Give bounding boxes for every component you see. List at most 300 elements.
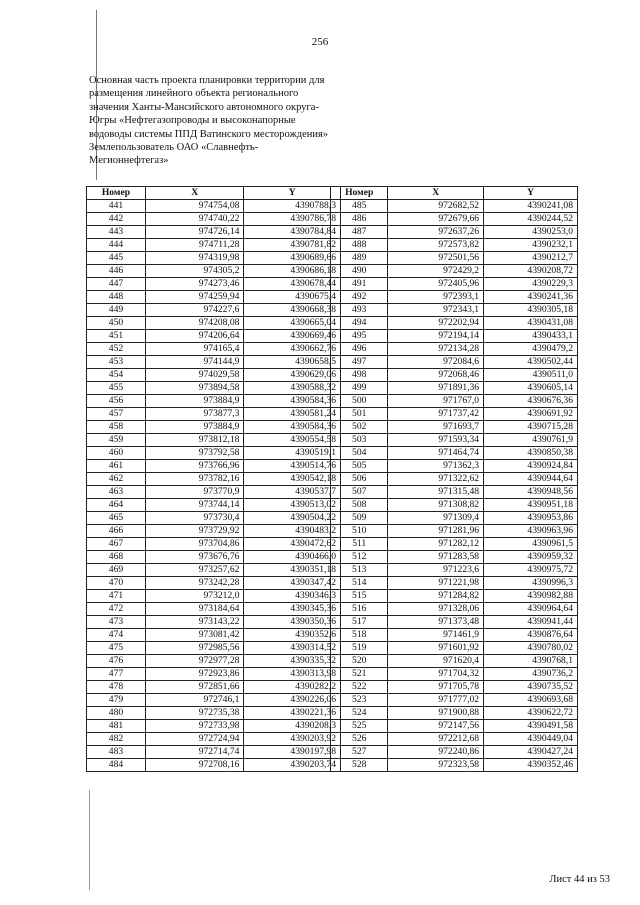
cell-number: 478 (87, 681, 146, 694)
table-row (87, 538, 341, 551)
table-row (331, 551, 578, 564)
cell-y: 4390629,06 (244, 369, 341, 382)
cell-x: 973729,92 (145, 525, 244, 538)
cell-number: 456 (87, 395, 146, 408)
cell-x: 971283,58 (388, 551, 484, 564)
table-row (87, 629, 341, 642)
table-row (87, 200, 341, 213)
cell-number: 447 (87, 278, 146, 291)
cell-number: 484 (87, 759, 146, 772)
table-row (331, 460, 578, 473)
cell-x: 971308,82 (388, 499, 484, 512)
cell-number: 472 (87, 603, 146, 616)
table-row (87, 252, 341, 265)
cell-x: 971282,12 (388, 538, 484, 551)
table-header-row (87, 187, 341, 200)
cell-y: 4390244,52 (484, 213, 578, 226)
table-row (331, 616, 578, 629)
table-row (331, 265, 578, 278)
cell-y: 4390676,36 (484, 395, 578, 408)
sheet-footer: Лист 44 из 53 (549, 874, 610, 885)
cell-number: 505 (331, 460, 388, 473)
cell-y: 4390221,36 (244, 707, 341, 720)
cell-number: 523 (331, 694, 388, 707)
cell-number: 516 (331, 603, 388, 616)
cell-number: 526 (331, 733, 388, 746)
cell-x: 972682,52 (388, 200, 484, 213)
cell-x: 972637,26 (388, 226, 484, 239)
cell-number: 462 (87, 473, 146, 486)
cell-x: 973884,9 (145, 395, 244, 408)
cell-number: 509 (331, 512, 388, 525)
cell-x: 974740,22 (145, 213, 244, 226)
table-row (87, 486, 341, 499)
cell-x: 972679,66 (388, 213, 484, 226)
table-row (331, 681, 578, 694)
table-row (87, 317, 341, 330)
cell-x: 972147,56 (388, 720, 484, 733)
cell-number: 459 (87, 434, 146, 447)
cell-number: 510 (331, 525, 388, 538)
cell-x: 973081,42 (145, 629, 244, 642)
cell-number: 452 (87, 343, 146, 356)
cell-x: 971693,7 (388, 421, 484, 434)
cell-y: 4390514,76 (244, 460, 341, 473)
cell-number: 467 (87, 538, 146, 551)
heading-line: Югры «Нефтегазопроводы и высоконапорные (89, 115, 296, 127)
cell-x: 971704,32 (388, 668, 484, 681)
table-row (331, 538, 578, 551)
table-row (331, 200, 578, 213)
cell-y: 4390669,46 (244, 330, 341, 343)
cell-number: 491 (331, 278, 388, 291)
cell-number: 513 (331, 564, 388, 577)
cell-number: 453 (87, 356, 146, 369)
document-heading (89, 74, 359, 168)
cell-x: 973730,4 (145, 512, 244, 525)
cell-y: 4390715,28 (484, 421, 578, 434)
table-row (331, 590, 578, 603)
cell-number: 483 (87, 746, 146, 759)
cell-y: 4390584,36 (244, 421, 341, 434)
cell-x: 972240,86 (388, 746, 484, 759)
cell-x: 972733,98 (145, 720, 244, 733)
cell-x: 973704,86 (145, 538, 244, 551)
heading-line: размещения линейного объекта регионального (89, 88, 299, 100)
cell-number: 448 (87, 291, 146, 304)
cell-number: 455 (87, 382, 146, 395)
cell-number: 454 (87, 369, 146, 382)
table-row (87, 720, 341, 733)
table-row (331, 512, 578, 525)
cell-y: 4390554,58 (244, 434, 341, 447)
table-row (331, 473, 578, 486)
cell-y: 4390959,32 (484, 551, 578, 564)
heading-line: Мегионнефтегаз» (89, 155, 169, 167)
cell-x: 973184,64 (145, 603, 244, 616)
cell-y: 4390736,2 (484, 668, 578, 681)
cell-y: 4390780,02 (484, 642, 578, 655)
table-row (331, 707, 578, 720)
table-row (331, 226, 578, 239)
cell-y: 4390850,38 (484, 447, 578, 460)
cell-y: 4390479,2 (484, 343, 578, 356)
cell-number: 477 (87, 668, 146, 681)
table-row (331, 317, 578, 330)
cell-number: 499 (331, 382, 388, 395)
table-row (331, 603, 578, 616)
cell-number: 469 (87, 564, 146, 577)
cell-number: 480 (87, 707, 146, 720)
table-row (87, 395, 341, 408)
table-row (87, 616, 341, 629)
table-row (87, 421, 341, 434)
cell-number: 511 (331, 538, 388, 551)
cell-y: 4390537,7 (244, 486, 341, 499)
cell-number: 515 (331, 590, 388, 603)
cell-y: 4390232,1 (484, 239, 578, 252)
cell-x: 971464,74 (388, 447, 484, 460)
cell-number: 496 (331, 343, 388, 356)
table-row (331, 434, 578, 447)
cell-x: 972134,28 (388, 343, 484, 356)
cell-y: 4390982,88 (484, 590, 578, 603)
cell-x: 974319,98 (145, 252, 244, 265)
cell-y: 4390350,36 (244, 616, 341, 629)
cell-x: 971601,92 (388, 642, 484, 655)
table-row (331, 343, 578, 356)
cell-y: 4390347,42 (244, 577, 341, 590)
table-row (87, 707, 341, 720)
cell-number: 524 (331, 707, 388, 720)
cell-x: 972429,2 (388, 265, 484, 278)
table-row (331, 746, 578, 759)
cell-y: 4390686,18 (244, 265, 341, 278)
cell-y: 4390466,0 (244, 551, 341, 564)
table-row (87, 239, 341, 252)
cell-y: 4390964,64 (484, 603, 578, 616)
cell-x: 971281,96 (388, 525, 484, 538)
margin-line (89, 790, 90, 890)
heading-line: Землепользователь ОАО «Славнефть- (89, 142, 259, 154)
cell-x: 974305,2 (145, 265, 244, 278)
cell-number: 473 (87, 616, 146, 629)
cell-y: 4390584,36 (244, 395, 341, 408)
cell-x: 971322,62 (388, 473, 484, 486)
cell-y: 4390491,58 (484, 720, 578, 733)
cell-x: 972194,14 (388, 330, 484, 343)
cell-x: 974206,64 (145, 330, 244, 343)
table-row (331, 577, 578, 590)
table-row (87, 434, 341, 447)
table-row (87, 460, 341, 473)
table-row (331, 447, 578, 460)
cell-y: 4390208,72 (484, 265, 578, 278)
cell-y: 4390876,64 (484, 629, 578, 642)
cell-y: 4390768,1 (484, 655, 578, 668)
table-row (87, 356, 341, 369)
cell-x: 971620,4 (388, 655, 484, 668)
cell-number: 444 (87, 239, 146, 252)
cell-x: 973877,3 (145, 408, 244, 421)
cell-y: 4390208,3 (244, 720, 341, 733)
table-header-row (331, 187, 578, 200)
header-y: Y (244, 187, 341, 200)
table-row (331, 369, 578, 382)
cell-x: 972923,86 (145, 668, 244, 681)
cell-number: 514 (331, 577, 388, 590)
cell-x: 973257,62 (145, 564, 244, 577)
cell-y: 4390781,82 (244, 239, 341, 252)
cell-number: 450 (87, 317, 146, 330)
cell-y: 4390483,2 (244, 525, 341, 538)
cell-y: 4390975,72 (484, 564, 578, 577)
cell-y: 4390961,5 (484, 538, 578, 551)
cell-y: 4390675,4 (244, 291, 341, 304)
cell-number: 497 (331, 356, 388, 369)
cell-x: 972393,1 (388, 291, 484, 304)
cell-y: 4390924,84 (484, 460, 578, 473)
cell-y: 4390951,18 (484, 499, 578, 512)
cell-x: 972977,28 (145, 655, 244, 668)
cell-x: 973884,9 (145, 421, 244, 434)
cell-y: 4390449,04 (484, 733, 578, 746)
table-row (87, 564, 341, 577)
cell-y: 4390352,6 (244, 629, 341, 642)
cell-y: 4390229,3 (484, 278, 578, 291)
header-number: Номер (331, 187, 388, 200)
table-row (87, 551, 341, 564)
cell-number: 517 (331, 616, 388, 629)
table-row (331, 291, 578, 304)
cell-y: 4390735,52 (484, 681, 578, 694)
table-row (87, 525, 341, 538)
cell-number: 458 (87, 421, 146, 434)
cell-y: 4390511,0 (484, 369, 578, 382)
cell-number: 463 (87, 486, 146, 499)
table-row (331, 252, 578, 265)
table-row (331, 304, 578, 317)
cell-number: 471 (87, 590, 146, 603)
cell-y: 4390314,52 (244, 642, 341, 655)
cell-x: 973212,0 (145, 590, 244, 603)
cell-x: 973770,9 (145, 486, 244, 499)
cell-y: 4390513,02 (244, 499, 341, 512)
table-row (331, 486, 578, 499)
cell-y: 4390345,36 (244, 603, 341, 616)
table-row (87, 291, 341, 304)
table-row (87, 408, 341, 421)
table-row (87, 642, 341, 655)
cell-number: 460 (87, 447, 146, 460)
table-row (331, 564, 578, 577)
cell-y: 4390761,9 (484, 434, 578, 447)
cell-number: 501 (331, 408, 388, 421)
cell-x: 973676,76 (145, 551, 244, 564)
cell-x: 971461,9 (388, 629, 484, 642)
header-x: X (145, 187, 244, 200)
table-row (331, 668, 578, 681)
table-row (87, 759, 341, 772)
cell-number: 490 (331, 265, 388, 278)
cell-number: 479 (87, 694, 146, 707)
cell-number: 498 (331, 369, 388, 382)
cell-y: 4390203,74 (244, 759, 341, 772)
cell-y: 4390658,5 (244, 356, 341, 369)
cell-x: 971223,6 (388, 564, 484, 577)
cell-number: 474 (87, 629, 146, 642)
table-row (331, 421, 578, 434)
cell-number: 468 (87, 551, 146, 564)
cell-number: 508 (331, 499, 388, 512)
cell-x: 971737,42 (388, 408, 484, 421)
table-row (331, 330, 578, 343)
cell-number: 482 (87, 733, 146, 746)
cell-x: 972735,38 (145, 707, 244, 720)
cell-x: 972323,58 (388, 759, 484, 772)
cell-x: 972068,46 (388, 369, 484, 382)
cell-x: 973782,16 (145, 473, 244, 486)
cell-number: 443 (87, 226, 146, 239)
cell-number: 522 (331, 681, 388, 694)
cell-y: 4390944,64 (484, 473, 578, 486)
cell-x: 972501,56 (388, 252, 484, 265)
cell-number: 502 (331, 421, 388, 434)
cell-y: 4390313,98 (244, 668, 341, 681)
cell-number: 494 (331, 317, 388, 330)
cell-number: 525 (331, 720, 388, 733)
cell-x: 971767,0 (388, 395, 484, 408)
cell-y: 4390963,96 (484, 525, 578, 538)
cell-x: 974711,28 (145, 239, 244, 252)
cell-x: 974259,94 (145, 291, 244, 304)
cell-x: 973812,18 (145, 434, 244, 447)
cell-number: 441 (87, 200, 146, 213)
cell-x: 974029,58 (145, 369, 244, 382)
cell-y: 4390948,56 (484, 486, 578, 499)
cell-y: 4390691,92 (484, 408, 578, 421)
cell-x: 974144,9 (145, 356, 244, 369)
cell-x: 971309,4 (388, 512, 484, 525)
cell-x: 973792,58 (145, 447, 244, 460)
cell-number: 476 (87, 655, 146, 668)
table-row (87, 278, 341, 291)
cell-x: 972746,1 (145, 694, 244, 707)
cell-x: 972212,68 (388, 733, 484, 746)
cell-number: 475 (87, 642, 146, 655)
cell-x: 971900,88 (388, 707, 484, 720)
cell-number: 481 (87, 720, 146, 733)
table-row (87, 265, 341, 278)
table-row (87, 655, 341, 668)
table-row (87, 343, 341, 356)
table-row (331, 733, 578, 746)
cell-number: 518 (331, 629, 388, 642)
cell-y: 4390665,04 (244, 317, 341, 330)
cell-y: 4390352,46 (484, 759, 578, 772)
cell-y: 4390689,66 (244, 252, 341, 265)
cell-number: 504 (331, 447, 388, 460)
cell-x: 973744,14 (145, 499, 244, 512)
cell-y: 4390941,44 (484, 616, 578, 629)
cell-y: 4390784,84 (244, 226, 341, 239)
cell-y: 4390335,32 (244, 655, 341, 668)
cell-x: 972084,6 (388, 356, 484, 369)
cell-x: 971362,3 (388, 460, 484, 473)
cell-y: 4390351,18 (244, 564, 341, 577)
table-row (331, 239, 578, 252)
cell-y: 4390996,3 (484, 577, 578, 590)
cell-y: 4390622,72 (484, 707, 578, 720)
cell-y: 4390662,76 (244, 343, 341, 356)
cell-number: 451 (87, 330, 146, 343)
cell-y: 4390542,18 (244, 473, 341, 486)
cell-x: 971328,06 (388, 603, 484, 616)
table-row (87, 382, 341, 395)
cell-x: 971891,36 (388, 382, 484, 395)
table-row (87, 512, 341, 525)
cell-number: 488 (331, 239, 388, 252)
table-row (331, 382, 578, 395)
cell-y: 4390502,44 (484, 356, 578, 369)
cell-x: 974165,4 (145, 343, 244, 356)
table-row (87, 746, 341, 759)
cell-x: 972405,96 (388, 278, 484, 291)
cell-y: 4390253,0 (484, 226, 578, 239)
cell-y: 4390241,36 (484, 291, 578, 304)
cell-x: 971593,34 (388, 434, 484, 447)
cell-y: 4390581,24 (244, 408, 341, 421)
table-row (331, 499, 578, 512)
cell-number: 464 (87, 499, 146, 512)
table-row (331, 278, 578, 291)
cell-x: 973143,22 (145, 616, 244, 629)
cell-y: 4390788,3 (244, 200, 341, 213)
cell-y: 4390431,08 (484, 317, 578, 330)
table-row (87, 226, 341, 239)
heading-line: Основная часть проекта планировки территории для (89, 75, 325, 86)
table-row (331, 408, 578, 421)
heading-line: водоводы системы ППД Ватинского месторождения» (89, 128, 329, 140)
cell-number: 486 (331, 213, 388, 226)
cell-x: 973766,96 (145, 460, 244, 473)
table-row (87, 590, 341, 603)
cell-number: 442 (87, 213, 146, 226)
coordinates-table-right (330, 186, 578, 772)
cell-number: 446 (87, 265, 146, 278)
cell-number: 445 (87, 252, 146, 265)
table-row (331, 356, 578, 369)
table-row (331, 525, 578, 538)
table-row (87, 304, 341, 317)
cell-y: 4390203,92 (244, 733, 341, 746)
cell-x: 974754,08 (145, 200, 244, 213)
cell-number: 457 (87, 408, 146, 421)
cell-x: 971221,98 (388, 577, 484, 590)
cell-number: 465 (87, 512, 146, 525)
cell-x: 972714,74 (145, 746, 244, 759)
cell-x: 974273,46 (145, 278, 244, 291)
cell-y: 4390605,14 (484, 382, 578, 395)
cell-number: 487 (331, 226, 388, 239)
cell-number: 519 (331, 642, 388, 655)
cell-x: 971315,48 (388, 486, 484, 499)
header-number: Номер (87, 187, 146, 200)
cell-x: 971777,02 (388, 694, 484, 707)
cell-x: 971284,82 (388, 590, 484, 603)
cell-y: 4390197,98 (244, 746, 341, 759)
cell-y: 4390588,32 (244, 382, 341, 395)
